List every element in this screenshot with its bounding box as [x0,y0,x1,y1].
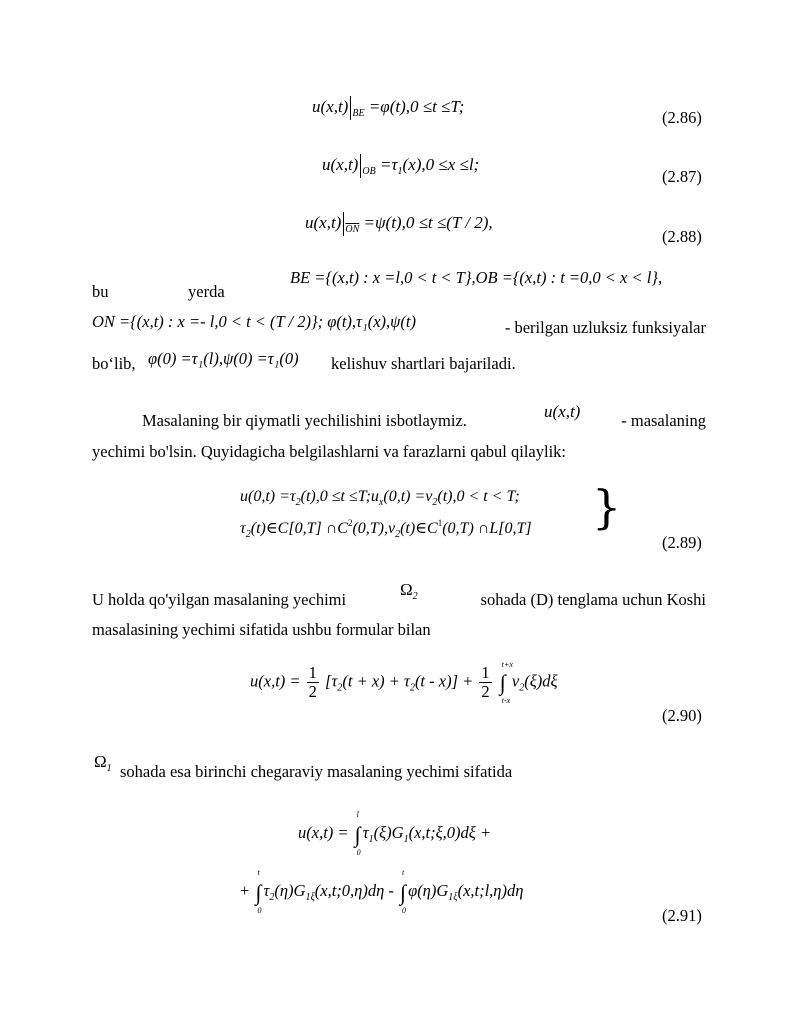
eq-part: τ [362,823,369,842]
eq-part: τ [240,520,246,537]
denominator: 2 [481,682,490,701]
omega-letter: Ω [400,580,413,599]
eq-part: (ξ)G [373,823,404,842]
eq-lhs: u(x,t) [322,155,359,174]
equation-2-87 [322,154,479,178]
equation-number: (2.87) [662,167,702,186]
integral-upper-limit: t+x [501,660,513,670]
eq-part: (0,T) ∩L[0,T] [442,520,532,537]
integral-upper-limit: t [402,868,405,877]
eq-boundary-label: ON [345,224,360,235]
omega-symbol [94,752,112,774]
eq-subscript: 2 [409,682,415,694]
set-definitions: BE ={(x,t) : x =l,0 < t < T},OB ={(x,t) : t =0,0 < x < l}, [290,268,663,287]
eq-part: (ξ)dξ [524,671,558,691]
eq-lhs: u(x,t) [312,97,349,116]
equation-2-88 [305,212,493,236]
eq-lhs: u(x,t) [305,213,342,232]
integral-lower-limit: t-x [501,696,511,706]
eq-subscript: 1ξ [305,892,315,903]
text-line: kelishuv shartlari bajariladi. [331,354,516,373]
right-brace: } [592,480,622,534]
eq-part: τ [263,881,270,900]
eq-rhs: =φ(t),0 ≤t ≤T; [368,97,465,116]
text-line: yechimi bo'lsin. Quyidagicha belgilashlarni va farazlarni qabul qilaylik: [92,442,566,461]
eq-part: (t),0 ≤t ≤T;u [300,488,379,505]
equation-2-91-line2 [240,868,524,915]
text-line: sohada (D) tenglama uchun Koshi [480,590,706,609]
eq-part: (0,t) =ν [383,488,433,505]
eq-boundary-label: OB [362,166,376,177]
eq-lhs: u(x,t) = [250,671,301,691]
eq-part: (η)G [274,881,306,900]
equation-2-90 [250,660,558,706]
eq-subscript: 2 [245,529,251,540]
eq-rhs: =τ [379,155,398,174]
equation-2-89-line2 [240,518,532,540]
eq-subscript: 1 [403,834,409,845]
eq-plus: + [240,881,250,900]
fraction-half [307,664,319,701]
eq-part: (t),0 < t < T; [437,488,520,505]
eq-part: ν [511,671,520,691]
equation-number: (2.86) [662,108,702,127]
integral-sign: ∫ t+x t-x [499,660,513,706]
eq-part: (x,t;0,η)dη - [314,881,394,900]
eq-subscript: x [378,497,384,508]
equation-2-91-line1 [298,810,492,857]
text-line: - masalaning [621,411,706,430]
integral-lower-limit: 0 [402,906,407,915]
integral-lower-limit: 0 [257,906,262,915]
eq-part: (0,T),ν [352,520,396,537]
fraction-half [479,664,491,701]
equation-2-89-line1 [240,488,520,508]
text-word: yerda [188,282,225,301]
eq-part: (t)∈C[0,T] ∩C [250,520,348,537]
eq-subscript: 2 [519,682,525,694]
text-line: U holda qo'yilgan masalaning yechimi [92,590,347,609]
eq-part: (t)∈C [400,520,438,537]
eq-subscript: 1 [397,166,403,177]
equation-number: (2.89) [662,533,702,552]
eq-subscript: 2 [337,682,343,694]
omega-symbol [400,580,418,602]
omega-letter: Ω [94,752,107,771]
eq-subscript: 2 [269,892,275,903]
text-word: bu [92,282,109,301]
numerator: 1 [308,663,317,682]
eq-superscript: 1 [437,518,443,528]
integral-lower-limit: 0 [356,848,361,857]
text-line: bo‘lib, [92,354,136,373]
eq-part: (x,t;l,η)dη [457,881,524,900]
integral-upper-limit: t [257,868,260,877]
omega-subscript: 2 [412,591,418,602]
eq-part: (x,t;ξ,0)dξ + [408,823,492,842]
eq-part: u(0,t) =τ [240,488,296,505]
numerator: 1 [481,663,490,682]
eq-superscript: 2 [347,518,353,528]
denominator: 2 [308,682,317,701]
eq-subscript: 1 [368,834,374,845]
text-line: masalasining yechimi sifatida ushbu formular bilan [92,620,431,639]
eq-subscript: 2 [432,497,438,508]
eq-rhs: =ψ(t),0 ≤t ≤(T / 2), [363,213,493,232]
set-definitions-continued: ON ={(x,t) : x =- l,0 < t < (T / 2)}; φ(t),τ₁(x),ψ(t) [92,312,416,331]
eq-subscript: 2 [395,529,401,540]
text-line: sohada esa birinchi chegaraviy masalaning yechimi sifatida [120,762,513,781]
equation-2-86 [312,96,464,120]
inline-math: u(x,t) [544,402,581,421]
eq-part: (t + x) + τ [342,671,410,691]
equation-number: (2.90) [662,706,702,725]
eq-boundary-label: BE [352,108,365,119]
eq-part: φ(η)G [408,881,449,900]
omega-subscript: 1 [106,763,112,774]
eq-part: (t - x)] + [414,671,474,691]
eq-lhs: u(x,t) = [298,823,349,842]
integral-upper-limit: l [356,810,359,819]
agreement-conditions: φ(0) =τ₁(l),ψ(0) =τ₁(0) [148,349,299,368]
eq-part: [τ [325,671,338,691]
integral-sign: ∫ t 0 [255,868,262,915]
text-line: - berilgan uzluksiz funksiyalar [504,318,706,337]
equation-number: (2.88) [662,227,702,246]
eq-subscript: 1ξ [448,892,458,903]
integral-sign: ∫ l 0 [354,810,361,857]
text-line: Masalaning bir qiymatli yechilishini isbotlaymiz. [142,411,467,430]
equation-number: (2.91) [662,906,702,925]
integral-sign: ∫ t 0 [400,868,407,915]
eq-rhs: (x),0 ≤x ≤l; [402,155,480,174]
eq-subscript: 2 [295,497,301,508]
